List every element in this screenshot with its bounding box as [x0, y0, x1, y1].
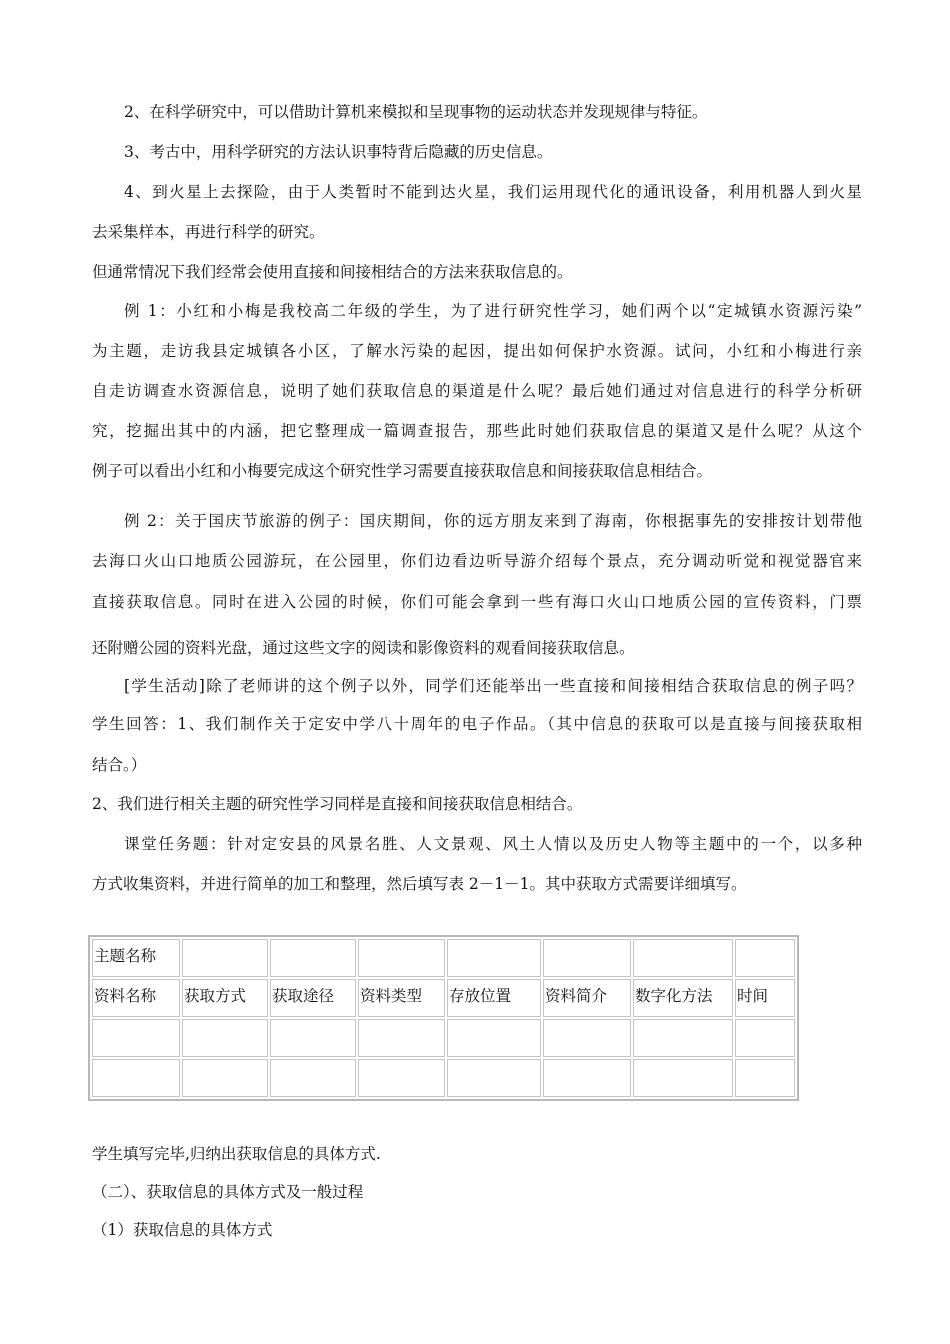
paragraph-computer-simulation: 2、在科学研究中，可以借助计算机来模拟和呈现事物的运动状态并发现规律与特征。 — [124, 103, 708, 121]
table-cell[interactable] — [270, 1019, 356, 1057]
table-cell[interactable] — [735, 1019, 795, 1057]
table-cell-topic-label: 主题名称 — [92, 939, 180, 977]
table-header-cell: 资料名称 — [92, 979, 180, 1017]
table-cell[interactable] — [633, 939, 733, 977]
table-header-cell: 时间 — [735, 979, 795, 1017]
table-header-cell: 资料类型 — [358, 979, 445, 1017]
student-answer-line2: 结合。） — [92, 756, 147, 774]
table-row — [92, 1059, 795, 1097]
table-cell[interactable] — [270, 939, 356, 977]
example1-line4: 究，挖掘出其中的内涵，把它整理成一篇调查报告，那些此时她们获取信息的渠道又是什么呢？从这个 — [92, 422, 862, 440]
table-cell[interactable] — [447, 1059, 541, 1097]
student-answer-line1: 学生回答：1、我们制作关于定安中学八十周年的电子作品。（其中信息的获取可以是直接与间接获取相 — [92, 715, 862, 733]
table-header-cell: 获取途径 — [270, 979, 356, 1017]
table-row — [92, 1019, 795, 1057]
example2-line3: 直接获取信息。同时在进入公园的时候，你们可能会拿到一些有海口火山口地质公园的宣传资料，门票 — [92, 593, 862, 611]
table-cell[interactable] — [92, 1019, 180, 1057]
table-cell[interactable] — [543, 939, 631, 977]
table-cell[interactable] — [358, 1019, 445, 1057]
student-answer-2: 2、我们进行相关主题的研究性学习同样是直接和间接获取信息相结合。 — [92, 795, 583, 813]
table-cell[interactable] — [447, 1019, 541, 1057]
table-row — [92, 939, 795, 977]
section-heading-2-1: （1）获取信息的具体方式 — [92, 1221, 273, 1239]
example1-line1: 例 1：小红和小梅是我校高二年级的学生，为了进行研究性学习，她们两个以“定城镇水资源污染” — [124, 302, 862, 320]
example2-line2: 去海口火山口地质公园游玩，在公园里，你们边看边听导游介绍每个景点，充分调动听觉和视觉器官来 — [92, 552, 862, 570]
table-cell[interactable] — [633, 1019, 733, 1057]
table-header-cell: 资料简介 — [543, 979, 631, 1017]
table-header-row — [92, 979, 795, 1017]
table-cell[interactable] — [182, 939, 268, 977]
table-cell[interactable] — [543, 1059, 631, 1097]
table-cell[interactable] — [270, 1059, 356, 1097]
example2-line4: 还附赠公园的资料光盘，通过这些文字的阅读和影像资料的观看间接获取信息。 — [92, 639, 635, 657]
table-cell[interactable] — [447, 939, 541, 977]
paragraph-combined-method: 但通常情况下我们经常会使用直接和间接相结合的方法来获取信息的。 — [92, 263, 573, 281]
task-line2: 方式收集资料，并进行简单的加工和整理，然后填写表 2－1－1。其中获取方式需要详细填写。 — [92, 875, 747, 893]
info-collection-table — [88, 935, 799, 1101]
table-header-cell: 获取方式 — [182, 979, 268, 1017]
table-cell[interactable] — [735, 1059, 795, 1097]
table-cell[interactable] — [633, 1059, 733, 1097]
task-line1: 课堂任务题：针对定安县的风景名胜、人文景观、风土人情以及历史人物等主题中的一个，以多种 — [124, 835, 862, 853]
example1-line2: 为主题，走访我县定城镇各小区，了解水污染的起因，提出如何保护水资源。试问，小红和小梅进行亲 — [92, 342, 862, 360]
section-heading-2: （二）、获取信息的具体方式及一般过程 — [92, 1183, 364, 1201]
example2-line1: 例 2：关于国庆节旅游的例子：国庆期间，你的远方朋友来到了海南，你根据事先的安排按计划带他 — [124, 512, 862, 530]
table-cell[interactable] — [543, 1019, 631, 1057]
table-cell[interactable] — [92, 1059, 180, 1097]
table-header-cell: 存放位置 — [447, 979, 541, 1017]
example1-line3: 自走访调查水资源信息，说明了她们获取信息的渠道是什么呢？最后她们通过对信息进行的科学分析研 — [92, 382, 862, 400]
paragraph-after-table: 学生填写完毕,归纳出获取信息的具体方式. — [92, 1145, 381, 1163]
table-cell[interactable] — [182, 1059, 268, 1097]
paragraph-archaeology: 3、考古中，用科学研究的方法认识事特背后隐藏的历史信息。 — [124, 143, 553, 161]
student-activity: [学生活动]除了老师讲的这个例子以外，同学们还能举出一些直接和间接相结合获取信息的例子吗？ — [124, 677, 862, 695]
example1-line5: 例子可以看出小红和小梅要完成这个研究性学习需要直接获取信息和间接获取信息相结合。 — [92, 462, 713, 480]
paragraph-mars-line2: 去采集样本，再进行科学的研究。 — [92, 223, 325, 241]
table-header-cell: 数字化方法 — [633, 979, 733, 1017]
table-cell[interactable] — [358, 1059, 445, 1097]
table-cell[interactable] — [182, 1019, 268, 1057]
table-cell[interactable] — [735, 939, 795, 977]
table-cell[interactable] — [358, 939, 445, 977]
paragraph-mars-line1: 4、到火星上去探险，由于人类暂时不能到达火星，我们运用现代化的通讯设备，利用机器人到火星 — [124, 183, 862, 201]
